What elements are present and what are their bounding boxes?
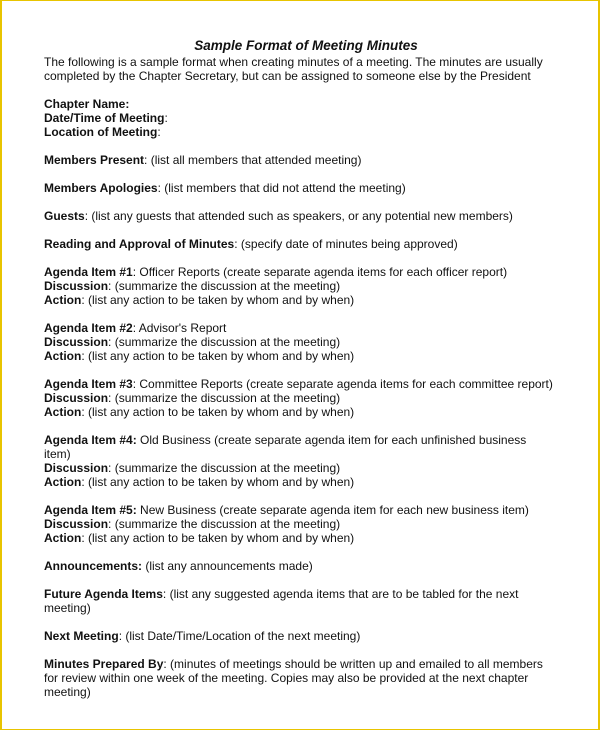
action-value: : (list any action to be taken by whom and by when)	[81, 531, 355, 545]
discussion-value: : (summarize the discussion at the meeting)	[108, 335, 341, 349]
location-value: :	[157, 125, 161, 139]
spacer	[44, 83, 574, 97]
announcements-section	[44, 559, 574, 573]
members-present-section	[44, 153, 574, 167]
reading-approval-label: Reading and Approval of Minutes	[44, 237, 235, 251]
action-value: : (list any action to be taken by whom and by when)	[81, 293, 355, 307]
agenda-item-value: : Committee Reports (create separate agenda items for each committee report)	[132, 377, 553, 391]
discussion-value: : (summarize the discussion at the meeting)	[108, 461, 341, 475]
members-apologies-value: : (list members that did not attend the meeting)	[157, 181, 406, 195]
date-time-value: :	[164, 111, 168, 125]
header-fields	[44, 97, 574, 139]
next-meeting-section	[44, 629, 574, 643]
announcements-label: Announcements:	[44, 559, 143, 573]
spacer	[44, 363, 574, 377]
date-time-field	[44, 111, 574, 125]
action-label: Action	[44, 405, 82, 419]
guests-label: Guests	[44, 209, 85, 223]
members-present-value: : (list all members that attended meeting)	[144, 153, 362, 167]
agenda-item-label: Agenda Item #3	[44, 377, 133, 391]
agenda-item-4	[44, 433, 574, 489]
agenda-item-value: : Advisor's Report	[132, 321, 227, 335]
action-label: Action	[44, 349, 82, 363]
members-apologies-label: Members Apologies	[44, 181, 158, 195]
action-label: Action	[44, 475, 82, 489]
chapter-name-label: Chapter Name:	[44, 97, 130, 111]
minutes-prepared-value: : (minutes of meetings should be written up and emailed to all members for review within one week of the meeting. Copies may also be provided at the next chapter meeting)	[44, 657, 543, 699]
agenda-item-1	[44, 265, 574, 307]
action-value: : (list any action to be taken by whom and by when)	[81, 405, 355, 419]
next-meeting-value: : (list Date/Time/Location of the next meeting)	[118, 629, 361, 643]
agenda-item-value: New Business (create separate agenda item for each new business item)	[136, 503, 529, 517]
guests-value: : (list any guests that attended such as speakers, or any potential new members)	[84, 209, 513, 223]
intro-line-2: completed by the Chapter Secretary, but can be assigned to someone else by the President	[44, 69, 531, 83]
reading-approval-value: : (specify date of minutes being approved)	[234, 237, 458, 251]
discussion-label: Discussion	[44, 391, 109, 405]
future-agenda-section	[44, 587, 574, 615]
discussion-value: : (summarize the discussion at the meeting)	[108, 391, 341, 405]
agenda-item-label: Agenda Item #2	[44, 321, 133, 335]
location-label: Location of Meeting	[44, 125, 158, 139]
guests-section	[44, 209, 574, 223]
agenda-item-5	[44, 503, 574, 545]
discussion-label: Discussion	[44, 517, 109, 531]
spacer	[44, 419, 574, 433]
members-present-label: Members Present	[44, 153, 145, 167]
action-value: : (list any action to be taken by whom and by when)	[81, 349, 355, 363]
discussion-label: Discussion	[44, 279, 109, 293]
announcements-value: (list any announcements made)	[142, 559, 313, 573]
intro-line-1: The following is a sample format when creating minutes of a meeting. The minutes are usually	[44, 55, 543, 69]
discussion-label: Discussion	[44, 335, 109, 349]
spacer	[44, 223, 574, 237]
agenda-item-label: Agenda Item #4:	[44, 433, 137, 447]
spacer	[44, 643, 574, 657]
action-label: Action	[44, 531, 82, 545]
discussion-label: Discussion	[44, 461, 109, 475]
spacer	[44, 615, 574, 629]
spacer	[44, 489, 574, 503]
discussion-value: : (summarize the discussion at the meeting)	[108, 279, 341, 293]
spacer	[44, 545, 574, 559]
minutes-prepared-label: Minutes Prepared By	[44, 657, 164, 671]
future-agenda-value: : (list any suggested agenda items that are to be tabled for the next meeting)	[44, 587, 519, 615]
minutes-prepared-section	[44, 657, 574, 699]
members-apologies-section	[44, 181, 574, 195]
intro-paragraph	[44, 55, 574, 83]
action-label: Action	[44, 293, 82, 307]
document-title: Sample Format of Meeting Minutes	[194, 38, 418, 53]
agenda-item-value: : Officer Reports (create separate agenda items for each officer report)	[132, 265, 508, 279]
spacer	[44, 573, 574, 587]
location-field	[44, 125, 574, 139]
spacer	[44, 251, 574, 265]
agenda-item-label: Agenda Item #1	[44, 265, 133, 279]
future-agenda-label: Future Agenda Items	[44, 587, 163, 601]
agenda-item-label: Agenda Item #5:	[44, 503, 137, 517]
agenda-item-2	[44, 321, 574, 363]
next-meeting-label: Next Meeting	[44, 629, 119, 643]
spacer	[44, 307, 574, 321]
action-value: : (list any action to be taken by whom and by when)	[81, 475, 355, 489]
spacer	[44, 195, 574, 209]
chapter-name-field	[44, 97, 574, 111]
agenda-item-value: Old Business (create separate agenda item for each unfinished business item)	[44, 433, 527, 461]
spacer	[44, 167, 574, 181]
document-page	[44, 38, 574, 699]
spacer	[44, 139, 574, 153]
agenda-item-3	[44, 377, 574, 419]
date-time-label: Date/Time of Meeting	[44, 111, 165, 125]
discussion-value: : (summarize the discussion at the meeting)	[108, 517, 341, 531]
reading-approval-section	[44, 237, 574, 251]
